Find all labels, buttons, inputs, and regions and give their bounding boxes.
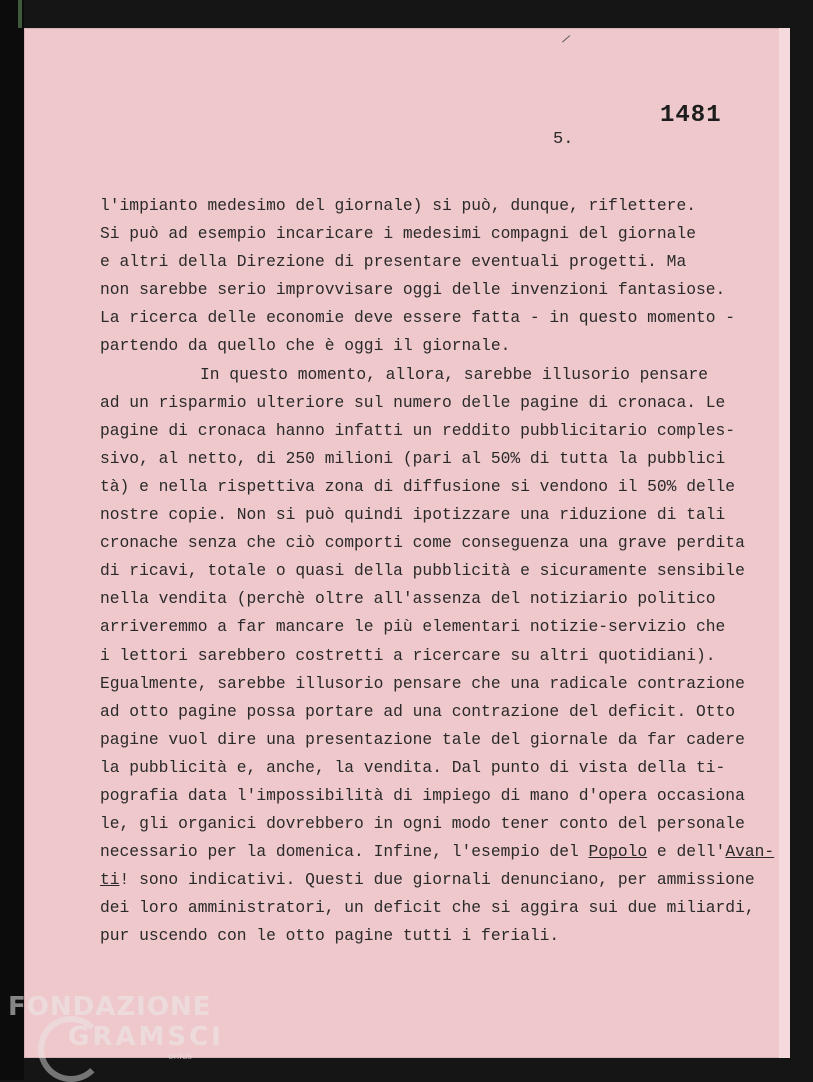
text-line: l'impianto medesimo del giornale) si può, dunque, riflettere. bbox=[100, 196, 696, 215]
text-line: nella vendita (perchè oltre all'assenza del notiziario politico bbox=[100, 589, 716, 609]
pen-mark: / bbox=[559, 32, 572, 48]
text-line bbox=[100, 866, 780, 894]
text-line: di ricavi, totale o quasi della pubblicità e sicuramente sensibile bbox=[100, 561, 745, 581]
text-line: Egualmente, sarebbe illusorio pensare che una radicale contrazione bbox=[100, 673, 745, 693]
text-line: ad un risparmio ulteriore sul numero delle pagine di cronaca. Le bbox=[100, 392, 726, 412]
text-line: non sarebbe serio improvvisare oggi delle invenzioni fantasiose. bbox=[100, 280, 726, 300]
document-number: 1481 bbox=[660, 102, 722, 129]
text-line: tà) e nella rispettiva zona di diffusione si vendono il 50% delle bbox=[100, 476, 736, 496]
newspaper-title-avanti-cont: ti bbox=[100, 870, 120, 890]
scanner-edge bbox=[0, 0, 24, 1080]
text-line: Si può ad esempio incaricare i medesimi compagni del giornale bbox=[100, 224, 696, 244]
text-line bbox=[100, 838, 780, 866]
binder-edge bbox=[18, 0, 22, 28]
document-body bbox=[100, 192, 780, 951]
text-line: i lettori sarebbero costretti a ricercare su altri quotidiani). bbox=[100, 645, 716, 665]
text-line: sivo, al netto, di 250 milioni (pari al 50% di tutta la pubblici bbox=[100, 448, 726, 468]
text-segment: ! sono indicativi. Questi due giornali denunciano, per ammissione bbox=[119, 870, 755, 890]
text-segment: e dell' bbox=[647, 842, 726, 862]
watermark-logo bbox=[8, 992, 224, 1062]
watermark-line1: FONDAZIONE bbox=[8, 992, 212, 1022]
text-line: partendo da quello che è oggi il giornale. bbox=[100, 336, 511, 356]
text-line: e altri della Direzione di presentare eventuali progetti. Ma bbox=[100, 252, 687, 272]
text-line: pagine vuol dire una presentazione tale del giornale da far cadere bbox=[100, 729, 745, 749]
text-segment: necessario per la domenica. Infine, l'esempio del bbox=[100, 842, 589, 862]
watermark-line3: onlus bbox=[168, 1052, 193, 1062]
watermark-g-emblem bbox=[38, 1016, 104, 1082]
text-line: La ricerca delle economie deve essere fatta - in questo momento - bbox=[100, 308, 736, 328]
watermark-line2: GRAMSCI bbox=[68, 1022, 224, 1052]
newspaper-title-popolo: Popolo bbox=[588, 842, 648, 862]
text-line: dei loro amministratori, un deficit che si aggira sui due miliardi, bbox=[100, 898, 755, 918]
text-line: nostre copie. Non si può quindi ipotizzare una riduzione di tali bbox=[100, 505, 726, 525]
text-line: la pubblicità e, anche, la vendita. Dal punto di vista della ti- bbox=[100, 757, 726, 777]
text-line: le, gli organici dovrebbero in ogni modo tener conto del personale bbox=[100, 814, 745, 834]
text-line: cronache senza che ciò comporti come conseguenza una grave perdita bbox=[100, 533, 745, 553]
text-line: pur uscendo con le otto pagine tutti i feriali. bbox=[100, 926, 560, 946]
page-edge bbox=[779, 28, 790, 1058]
text-line: In questo momento, allora, sarebbe illusorio pensare bbox=[200, 364, 709, 384]
text-line: ad otto pagine possa portare ad una contrazione del deficit. Otto bbox=[100, 701, 736, 721]
text-line: pagine di cronaca hanno infatti un reddito pubblicitario comples- bbox=[100, 420, 736, 440]
newspaper-title-avanti: Avan- bbox=[725, 842, 775, 862]
page-number: 5. bbox=[553, 130, 574, 149]
text-line: pografia data l'impossibilità di impiego di mano d'opera occasiona bbox=[100, 785, 745, 805]
text-line: arriveremmo a far mancare le più elementari notizie-servizio che bbox=[100, 617, 726, 637]
